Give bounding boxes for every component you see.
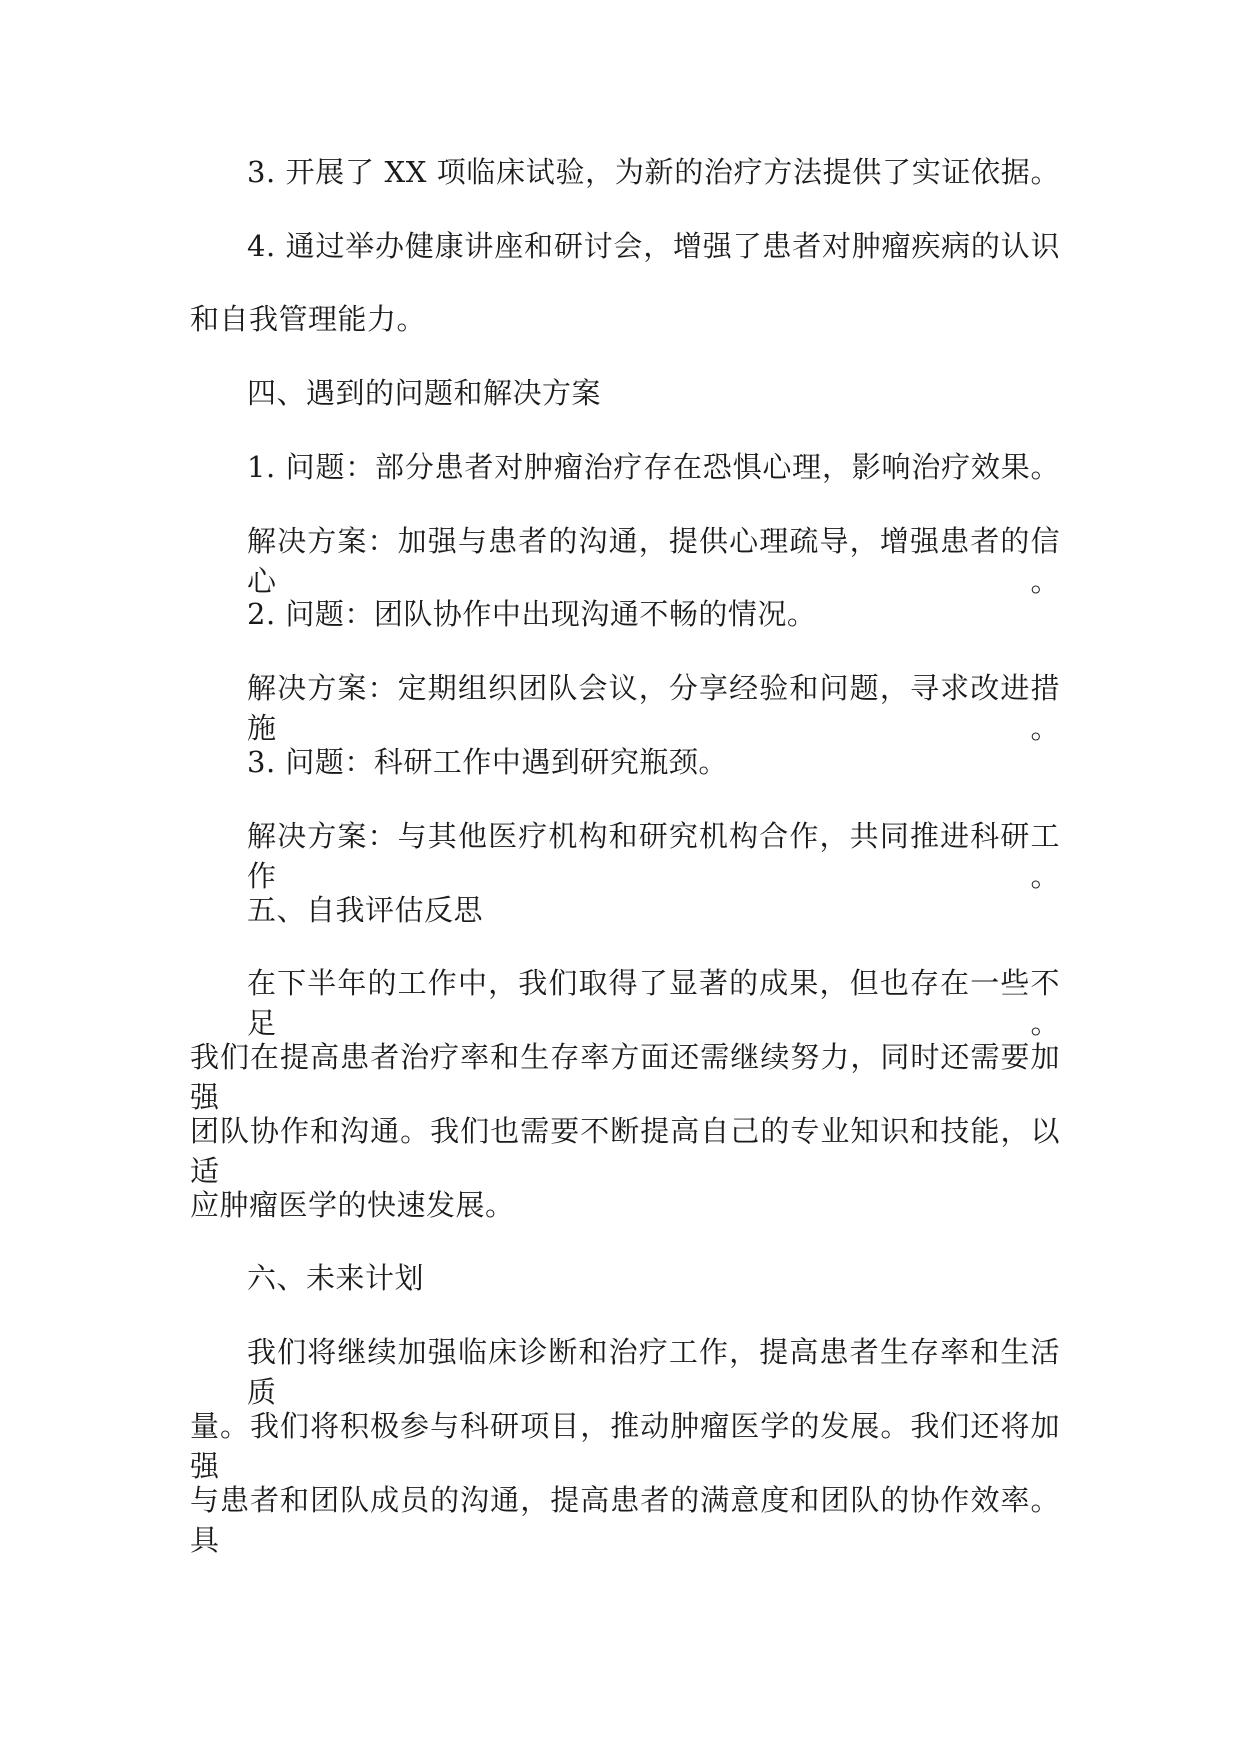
section-heading: 五、自我评估反思 <box>247 893 484 927</box>
section-heading: 六、未来计划 <box>247 1261 425 1295</box>
text-line: 与患者和团队成员的沟通，提高患者的满意度和团队的协作效率。具 <box>190 1483 1060 1557</box>
text-line: 解决方案：与其他医疗机构和研究机构合作，共同推进科研工作。 <box>247 819 1060 893</box>
text-line: 团队协作和沟通。我们也需要不断提高自己的专业知识和技能，以适 <box>190 1114 1060 1188</box>
text-line: 应肿瘤医学的快速发展。 <box>190 1188 515 1222</box>
text-line: 1. 问题：部分患者对肿瘤治疗存在恐惧心理，影响治疗效果。 <box>247 450 1060 484</box>
text-line: 在下半年的工作中，我们取得了显著的成果，但也存在一些不足。 <box>247 966 1060 1040</box>
text-line: 和自我管理能力。 <box>190 302 427 336</box>
text-line: 解决方案：加强与患者的沟通，提供心理疏导，增强患者的信心。 <box>247 524 1060 598</box>
text-line: 解决方案：定期组织团队会议，分享经验和问题，寻求改进措施。 <box>247 671 1060 745</box>
text-line: 3. 开展了 XX 项临床试验，为新的治疗方法提供了实证依据。 <box>247 155 1060 189</box>
text-line: 3. 问题：科研工作中遇到研究瓶颈。 <box>247 745 728 779</box>
text-line: 量。我们将积极参与科研项目，推动肿瘤医学的发展。我们还将加强 <box>190 1409 1060 1483</box>
text-line: 我们在提高患者治疗率和生存率方面还需继续努力，同时还需要加强 <box>190 1040 1060 1114</box>
text-line: 4. 通过举办健康讲座和研讨会，增强了患者对肿瘤疾病的认识 <box>247 229 1060 263</box>
text-line: 我们将继续加强临床诊断和治疗工作，提高患者生存率和生活质 <box>247 1335 1060 1409</box>
text-line: 2. 问题：团队协作中出现沟通不畅的情况。 <box>247 597 817 631</box>
section-heading: 四、遇到的问题和解决方案 <box>247 376 602 410</box>
